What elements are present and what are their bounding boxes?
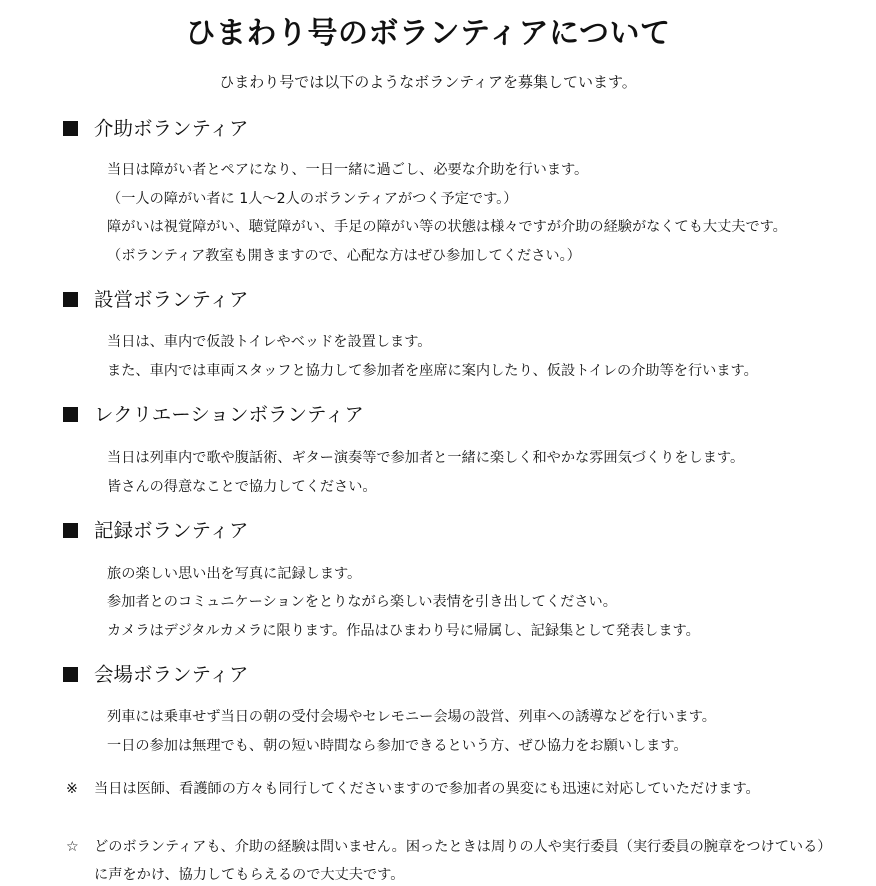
page-title: ひまわり号のボランティアについて [185,16,671,51]
note-text: どのボランティアも、介助の経験は問いません。困ったときは周りの人や実行委員（実行委員の腕章をつけている） [94,839,832,855]
section-line: 障がいは視覚障がい、聴覚障がい、手足の障がい等の状態は様々ですが介助の経験がなくても大丈夫です。 [107,219,787,235]
section-line: （一人の障がい者に 1人～2人のボランティアがつく予定です。） [107,191,518,207]
black-square-icon [63,121,78,136]
note-experience-continued [66,865,404,885]
section-heading-setup [63,286,248,314]
note-text: に声をかけ、協力してもらえるので大丈夫です。 [94,867,405,883]
section-heading-label: レクリエーションボランティア [94,403,364,426]
section-line: 当日は列車内で歌や腹話術、ギター演奏等で参加者と一緒に楽しく和やかな雰囲気づくりをします。 [107,450,745,466]
section-line: また、車内では車両スタッフと協力して参加者を座席に案内したり、仮設トイレの介助等を行います。 [107,363,758,379]
black-square-icon [63,292,78,307]
section-heading-recreation [63,401,364,429]
section-line: 一日の参加は無理でも、朝の短い時間なら参加できるという方、ぜひ協力をお願いします。 [107,738,688,754]
section-heading-care [63,115,248,143]
section-line: （ボランティア教室も開きますので、心配な方はぜひ参加してください。） [107,248,581,264]
black-square-icon [63,667,78,682]
section-heading-label: 会場ボランティア [94,663,249,686]
section-heading-label: 記録ボランティア [94,519,249,542]
section-line: 皆さんの得意なことで協力してください。 [107,479,377,495]
note-experience [66,837,831,857]
black-square-icon [63,407,78,422]
reference-mark-icon: ※ [66,781,78,797]
section-line: 当日は障がい者とペアになり、一日一緒に過ごし、必要な介助を行います。 [107,162,589,178]
section-line: 旅の楽しい思い出を写真に記録します。 [107,566,362,582]
section-heading-record [63,517,248,545]
section-line: 列車には乗車せず当日の朝の受付会場やセレモニー会場の設営、列車への誘導などを行います。 [107,709,716,725]
section-line: カメラはデジタルカメラに限ります。作品はひまわり号に帰属し、記録集として発表します。 [107,623,700,639]
black-square-icon [63,523,78,538]
section-heading-label: 設営ボランティア [94,288,249,311]
section-heading-venue [63,661,248,689]
section-line: 当日は、車内で仮設トイレやベッドを設置します。 [107,334,432,350]
intro-text: ひまわり号では以下のようなボランティアを募集しています。 [219,73,637,91]
section-line: 参加者とのコミュニケーションをとりながら楽しい表情を引き出してください。 [107,594,617,610]
note-medical [66,779,760,799]
note-text: 当日は医師、看護師の方々も同行してくださいますので参加者の異変にも迅速に対応していただけます。 [94,781,760,797]
section-heading-label: 介助ボランティア [94,117,249,140]
star-icon: ☆ [66,839,79,855]
